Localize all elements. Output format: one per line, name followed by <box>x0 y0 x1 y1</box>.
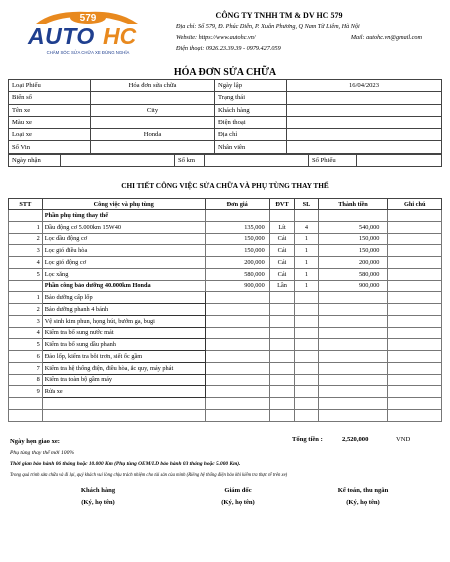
receive-info-bar <box>8 154 442 167</box>
row-total <box>318 351 388 363</box>
row-total: 540,000 <box>318 221 388 233</box>
col-unit: ĐVT <box>269 199 295 210</box>
note-warranty: Thời gian bảo hành 06 tháng hoặc 10.000 Km (Phụ tùng OEM/LD bảo hành 03 tháng hoặc 5.000 Km). <box>10 460 241 467</box>
table-row <box>9 210 442 222</box>
row-note <box>388 327 442 339</box>
row-stt: 4 <box>9 327 43 339</box>
dien-thoai-label: Điện thoại <box>215 116 287 128</box>
table-row <box>9 409 442 421</box>
col-qty: SL <box>295 199 318 210</box>
trang-thai-label: Trạng thái <box>215 92 287 104</box>
svg-text:579: 579 <box>79 13 97 24</box>
sig-customer-title: Khách hàng <box>80 486 116 494</box>
row-name: Phần công bảo dưỡng 40.000km Honda <box>42 280 205 292</box>
loai-phieu-value: Hóa đơn sửa chữa <box>91 80 215 92</box>
row-price <box>205 409 269 421</box>
row-unit <box>269 292 295 304</box>
row-qty <box>295 409 318 421</box>
table-row <box>9 327 442 339</box>
row-name <box>42 409 205 421</box>
row-note <box>388 351 442 363</box>
row-total: 900,000 <box>318 280 388 292</box>
row-price <box>205 327 269 339</box>
so-phieu-label: Số Phiếu <box>309 154 357 166</box>
row-note <box>388 304 442 316</box>
row-qty: 1 <box>295 268 318 280</box>
row-qty: 1 <box>295 257 318 269</box>
row-price: 580,000 <box>205 268 269 280</box>
row-qty <box>295 362 318 374</box>
row-note <box>388 409 442 421</box>
row-price <box>205 210 269 222</box>
row-name: Dầu động cơ 5.000km 15W40 <box>42 221 205 233</box>
row-stt <box>9 398 43 410</box>
row-note <box>388 257 442 269</box>
row-unit <box>269 304 295 316</box>
row-price <box>205 351 269 363</box>
ngay-lap-label: Ngày lập <box>215 80 287 92</box>
car-logo-icon <box>8 4 168 64</box>
row-price: 900,000 <box>205 280 269 292</box>
row-note <box>388 386 442 398</box>
row-price: 150,000 <box>205 245 269 257</box>
row-total: 150,000 <box>318 245 388 257</box>
row-stt: 1 <box>9 221 43 233</box>
row-total: 150,000 <box>318 233 388 245</box>
autohc-logo <box>8 4 168 64</box>
ngay-hen-label: Ngày hẹn giao xe: <box>10 437 61 445</box>
signature-accountant <box>318 485 408 509</box>
row-qty <box>295 304 318 316</box>
row-qty <box>295 398 318 410</box>
dia-chi-label: Địa chỉ <box>215 129 287 141</box>
row-price <box>205 304 269 316</box>
row-unit: Lần <box>269 280 295 292</box>
row-stt <box>9 210 43 222</box>
row-unit <box>269 409 295 421</box>
row-name: Kiểm tra toàn bộ gầm máy <box>42 374 205 386</box>
row-qty <box>295 351 318 363</box>
table-row <box>9 245 442 257</box>
nhan-vien-label: Nhân viên <box>215 141 287 153</box>
row-total <box>318 409 388 421</box>
row-name: Lọc dầu động cơ <box>42 233 205 245</box>
row-price: 135,000 <box>205 221 269 233</box>
row-unit: Cái <box>269 268 295 280</box>
row-stt: 7 <box>9 362 43 374</box>
table-row <box>9 362 442 374</box>
company-info <box>168 4 442 66</box>
company-mail: Mail: autohc.vn@gmail.com <box>350 34 422 41</box>
row-name: Đảo lốp, kiểm tra bôi trơn, siết ốc gầm <box>42 351 205 363</box>
ngay-nhan-value <box>61 154 175 166</box>
row-name: Kiểm tra hệ thống điện, điều hòa, ắc quy, máy phát <box>42 362 205 374</box>
row-unit: Cái <box>269 245 295 257</box>
row-stt: 3 <box>9 245 43 257</box>
row-total <box>318 374 388 386</box>
row-unit <box>269 398 295 410</box>
dia-chi-value <box>287 129 442 141</box>
company-website: Website: https://www.autohc.vn/ <box>176 34 256 41</box>
row-qty <box>295 386 318 398</box>
row-unit <box>269 315 295 327</box>
row-total <box>318 398 388 410</box>
tong-tien-label: Tổng tiền : <box>292 435 323 443</box>
table-body <box>9 210 442 422</box>
ngay-nhan-label: Ngày nhận <box>9 154 61 166</box>
sig-accountant-title: Kế toán, thu ngân <box>337 486 389 494</box>
row-note <box>388 339 442 351</box>
row-stt <box>9 409 43 421</box>
row-note <box>388 221 442 233</box>
row-note <box>388 268 442 280</box>
table-row <box>9 374 442 386</box>
row-name: Bảo dưỡng cấp lốp <box>42 292 205 304</box>
loai-phieu-label: Loại Phiếu <box>9 80 91 92</box>
row-name: Lọc xăng <box>42 268 205 280</box>
row-unit: Cái <box>269 233 295 245</box>
row-unit <box>269 210 295 222</box>
row-stt: 6 <box>9 351 43 363</box>
row-stt <box>9 280 43 292</box>
row-qty <box>295 210 318 222</box>
row-unit: Cái <box>269 257 295 269</box>
vehicle-info-table <box>8 79 442 154</box>
row-price: 200,000 <box>205 257 269 269</box>
row-unit <box>269 362 295 374</box>
sig-customer-sub: (Ký, họ tên) <box>81 498 115 506</box>
row-qty <box>295 315 318 327</box>
ngay-lap-value: 16/04/2023 <box>287 80 442 92</box>
table-row <box>9 221 442 233</box>
table-row <box>9 268 442 280</box>
header <box>8 4 442 66</box>
mau-xe-value <box>91 116 215 128</box>
row-note <box>388 398 442 410</box>
work-detail-table <box>8 198 442 422</box>
col-total: Thành tiền <box>318 199 388 210</box>
row-total <box>318 210 388 222</box>
row-total <box>318 327 388 339</box>
row-qty: 1 <box>295 280 318 292</box>
row-stt: 4 <box>9 257 43 269</box>
tong-tien-value: 2,520,000 <box>342 435 369 443</box>
row-name <box>42 398 205 410</box>
table-row <box>9 257 442 269</box>
row-name: Vệ sinh kim phun, họng hút, bướm ga, bugi <box>42 315 205 327</box>
col-stt: STT <box>9 199 43 210</box>
row-total <box>318 304 388 316</box>
row-qty <box>295 339 318 351</box>
row-unit <box>269 327 295 339</box>
so-km-label: Số km <box>175 154 205 166</box>
table-header-row <box>9 199 442 210</box>
row-note <box>388 233 442 245</box>
row-name: Phần phụ tùng thay thế <box>42 210 205 222</box>
row-price <box>205 398 269 410</box>
bien-so-label: Biển số <box>9 92 91 104</box>
table-row <box>9 351 442 363</box>
table-row <box>9 292 442 304</box>
section-title: CHI TIẾT CÔNG VIỆC SỬA CHỮA VÀ PHỤ TÙNG THAY THẾ <box>121 181 329 191</box>
footer <box>8 422 442 562</box>
row-qty: 4 <box>295 221 318 233</box>
row-unit <box>269 351 295 363</box>
row-name: Kiểm tra bổ sung nước mát <box>42 327 205 339</box>
signature-customer <box>58 485 138 509</box>
note-responsibility: Trong quá trình sửa chữa và đi lại, quý khách vui lòng chịu trách nhiệm cho tài sản của mình (Riêng hệ thống điện bảo khi kiểm tra thực tế trên xe) <box>10 472 288 478</box>
company-address: Địa chỉ: Số 579, Đ. Phúc Diễn, P. Xuân Phương, Q Nam Từ Liêm, Hà Nội <box>176 23 360 30</box>
row-stt: 2 <box>9 233 43 245</box>
ten-xe-value: City <box>91 104 215 116</box>
table-row <box>9 315 442 327</box>
so-vin-label: Số Vin <box>9 141 91 153</box>
row-price <box>205 315 269 327</box>
row-stt: 1 <box>9 292 43 304</box>
company-phone: Điện thoại: 0926.23.39.39 - 0979.427.059 <box>176 45 281 52</box>
loai-xe-label: Loại xe <box>9 129 91 141</box>
row-total <box>318 315 388 327</box>
row-stt: 8 <box>9 374 43 386</box>
row-qty: 1 <box>295 233 318 245</box>
dien-thoai-value <box>287 116 442 128</box>
col-note: Ghi chú <box>388 199 442 210</box>
currency: VND <box>396 435 411 443</box>
company-name: CÔNG TY TNHH TM & DV HC 579 <box>215 11 343 20</box>
row-total: 580,000 <box>318 268 388 280</box>
trang-thai-value <box>287 92 442 104</box>
svg-text:HC: HC <box>103 23 137 49</box>
table-row <box>9 398 442 410</box>
row-unit <box>269 386 295 398</box>
nhan-vien-value <box>287 141 442 153</box>
row-note <box>388 245 442 257</box>
row-qty <box>295 292 318 304</box>
table-row <box>9 233 442 245</box>
row-name: Lọc gió động cơ <box>42 257 205 269</box>
row-stt: 5 <box>9 268 43 280</box>
row-stt: 9 <box>9 386 43 398</box>
row-total <box>318 339 388 351</box>
row-price <box>205 339 269 351</box>
row-price: 150,000 <box>205 233 269 245</box>
mau-xe-label: Màu xe <box>9 116 91 128</box>
table-row <box>9 304 442 316</box>
ten-xe-label: Tên xe <box>9 104 91 116</box>
khach-hang-value <box>287 104 442 116</box>
table-row <box>9 280 442 292</box>
sig-director-title: Giám đốc <box>224 486 252 494</box>
bien-so-value <box>91 92 215 104</box>
invoice-title: HÓA ĐƠN SỬA CHỮA <box>173 67 277 78</box>
sig-accountant-sub: (Ký, họ tên) <box>346 498 380 506</box>
svg-text:AUTO: AUTO <box>28 23 95 49</box>
row-total: 200,000 <box>318 257 388 269</box>
row-stt: 5 <box>9 339 43 351</box>
table-row <box>9 339 442 351</box>
row-note <box>388 315 442 327</box>
table-row <box>9 386 442 398</box>
row-name: Kiểm tra bổ sung dầu phanh <box>42 339 205 351</box>
svg-text:CHĂM SÓC SỬA CHỮA XE ĐÚNG NGHĨ: CHĂM SÓC SỬA CHỮA XE ĐÚNG NGHĨA <box>46 50 130 55</box>
row-price <box>205 374 269 386</box>
row-total <box>318 292 388 304</box>
row-note <box>388 362 442 374</box>
row-note <box>388 374 442 386</box>
row-price <box>205 386 269 398</box>
row-name: Rửa xe <box>42 386 205 398</box>
row-note <box>388 210 442 222</box>
note-new-parts: Phụ tùng thay thế mới 100% <box>10 449 75 456</box>
signature-director <box>198 485 278 509</box>
row-stt: 2 <box>9 304 43 316</box>
row-price <box>205 292 269 304</box>
row-total <box>318 362 388 374</box>
row-qty: 1 <box>295 245 318 257</box>
row-stt: 3 <box>9 315 43 327</box>
row-unit <box>269 374 295 386</box>
row-unit <box>269 339 295 351</box>
row-price <box>205 362 269 374</box>
row-note <box>388 280 442 292</box>
loai-xe-value: Honda <box>91 129 215 141</box>
row-unit: Lít <box>269 221 295 233</box>
khach-hang-label: Khách hàng <box>215 104 287 116</box>
sig-director-sub: (Ký, họ tên) <box>221 498 255 506</box>
row-name: Lọc gió điều hòa <box>42 245 205 257</box>
so-km-value <box>205 154 309 166</box>
row-name: Bảo dưỡng phanh 4 bánh <box>42 304 205 316</box>
so-phieu-value <box>357 154 442 166</box>
row-note <box>388 292 442 304</box>
so-vin-value <box>91 141 215 153</box>
col-price: Đơn giá <box>205 199 269 210</box>
row-total <box>318 386 388 398</box>
row-qty <box>295 374 318 386</box>
col-name: Công việc và phụ tùng <box>42 199 205 210</box>
row-qty <box>295 327 318 339</box>
